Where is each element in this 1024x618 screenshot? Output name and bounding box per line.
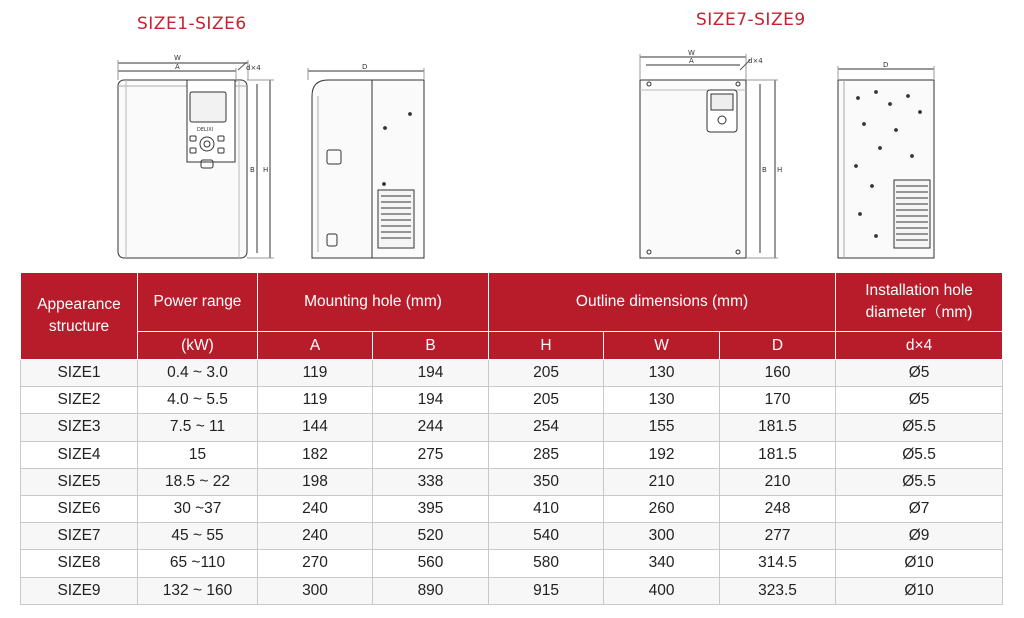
- cell-d: 314.5: [720, 550, 836, 577]
- cell-w: 130: [604, 360, 720, 387]
- dim-a-label: A: [175, 63, 180, 71]
- header-a: A: [258, 332, 373, 360]
- cell-w: 260: [604, 495, 720, 522]
- cell-w: 300: [604, 523, 720, 550]
- cell-power: 0.4 ~ 3.0: [138, 360, 258, 387]
- dim-a-label-large: A: [689, 57, 694, 65]
- cell-h: 350: [489, 468, 604, 495]
- cell-a: 240: [258, 523, 373, 550]
- brand-logo: DELIXI: [197, 127, 214, 133]
- cell-a: 119: [258, 387, 373, 414]
- cell-power: 15: [138, 441, 258, 468]
- cell-power: 18.5 ~ 22: [138, 468, 258, 495]
- cell-d: 181.5: [720, 414, 836, 441]
- header-row-1: [21, 273, 1003, 332]
- header-row-2: [21, 332, 1003, 360]
- header-appearance: Appearance structure: [21, 273, 138, 360]
- table-row: [21, 441, 1003, 468]
- header-d: D: [720, 332, 836, 360]
- cell-h: 285: [489, 441, 604, 468]
- cell-w: 340: [604, 550, 720, 577]
- cell-h: 205: [489, 387, 604, 414]
- cell-d: 323.5: [720, 577, 836, 604]
- cell-hole: Ø5: [836, 387, 1003, 414]
- cell-size: SIZE6: [21, 495, 138, 522]
- header-power-unit: (kW): [138, 332, 258, 360]
- cell-b: 338: [373, 468, 489, 495]
- cell-hole: Ø5.5: [836, 468, 1003, 495]
- cell-power: 65 ~110: [138, 550, 258, 577]
- cell-a: 270: [258, 550, 373, 577]
- cell-size: SIZE2: [21, 387, 138, 414]
- dim-b-label-large: B: [762, 166, 767, 174]
- dim-d-label: D: [362, 63, 368, 71]
- cell-a: 182: [258, 441, 373, 468]
- cell-h: 410: [489, 495, 604, 522]
- cell-power: 132 ~ 160: [138, 577, 258, 604]
- cell-b: 890: [373, 577, 489, 604]
- cell-power: 7.5 ~ 11: [138, 414, 258, 441]
- cell-h: 254: [489, 414, 604, 441]
- cell-b: 395: [373, 495, 489, 522]
- cell-h: 915: [489, 577, 604, 604]
- header-w: W: [604, 332, 720, 360]
- cell-power: 45 ~ 55: [138, 523, 258, 550]
- cell-hole: Ø9: [836, 523, 1003, 550]
- table-row: [21, 577, 1003, 604]
- cell-d: 160: [720, 360, 836, 387]
- cell-power: 30 ~37: [138, 495, 258, 522]
- cell-size: SIZE8: [21, 550, 138, 577]
- cell-size: SIZE3: [21, 414, 138, 441]
- cell-d: 170: [720, 387, 836, 414]
- table-row: [21, 495, 1003, 522]
- header-installation-hole: Installation hole diameter（mm): [836, 273, 1003, 332]
- dim-d-label-large: D: [883, 61, 889, 69]
- cell-w: 400: [604, 577, 720, 604]
- table-row: [21, 523, 1003, 550]
- dim-w-label: W: [174, 54, 181, 62]
- dim-d4-label-large: d×4: [748, 57, 763, 65]
- cell-d: 277: [720, 523, 836, 550]
- cell-w: 130: [604, 387, 720, 414]
- cell-hole: Ø10: [836, 550, 1003, 577]
- cell-h: 540: [489, 523, 604, 550]
- table-row: [21, 387, 1003, 414]
- cell-b: 194: [373, 360, 489, 387]
- cell-b: 194: [373, 387, 489, 414]
- cell-size: SIZE5: [21, 468, 138, 495]
- dim-b-label: B: [250, 166, 255, 174]
- cell-hole: Ø5.5: [836, 441, 1003, 468]
- table-row: [21, 468, 1003, 495]
- cell-size: SIZE7: [21, 523, 138, 550]
- header-power-range: Power range: [138, 273, 258, 332]
- header-hole-d4: d×4: [836, 332, 1003, 360]
- size1-6-front-view: [118, 60, 274, 258]
- dim-d4-label: d×4: [246, 64, 261, 72]
- cell-a: 144: [258, 414, 373, 441]
- header-mounting-hole: Mounting hole (mm): [258, 273, 489, 332]
- cell-power: 4.0 ~ 5.5: [138, 387, 258, 414]
- cell-d: 210: [720, 468, 836, 495]
- cell-d: 248: [720, 495, 836, 522]
- table-row: [21, 414, 1003, 441]
- cell-hole: Ø10: [836, 577, 1003, 604]
- table-row: [21, 550, 1003, 577]
- dim-h-label-large: H: [777, 166, 783, 174]
- cell-hole: Ø5: [836, 360, 1003, 387]
- size1-size6-title: SIZE1-SIZE6: [137, 14, 247, 34]
- header-b: B: [373, 332, 489, 360]
- cell-h: 580: [489, 550, 604, 577]
- cell-size: SIZE1: [21, 360, 138, 387]
- cell-d: 181.5: [720, 441, 836, 468]
- size1-6-side-view: [308, 68, 424, 258]
- cell-h: 205: [489, 360, 604, 387]
- cell-b: 244: [373, 414, 489, 441]
- cell-w: 210: [604, 468, 720, 495]
- header-outline-dimensions: Outline dimensions (mm): [489, 273, 836, 332]
- cell-b: 520: [373, 523, 489, 550]
- cell-hole: Ø5.5: [836, 414, 1003, 441]
- cell-a: 300: [258, 577, 373, 604]
- cell-b: 275: [373, 441, 489, 468]
- cell-a: 240: [258, 495, 373, 522]
- size7-size9-title: SIZE7-SIZE9: [696, 10, 806, 30]
- dim-h-label: H: [263, 166, 269, 174]
- cell-hole: Ø7: [836, 495, 1003, 522]
- size7-9-side-view: [838, 66, 934, 258]
- table-row: [21, 360, 1003, 387]
- cell-w: 192: [604, 441, 720, 468]
- dim-w-label-large: W: [688, 49, 695, 57]
- cell-b: 560: [373, 550, 489, 577]
- cell-size: SIZE9: [21, 577, 138, 604]
- cell-a: 198: [258, 468, 373, 495]
- size7-9-front-view: [640, 54, 778, 258]
- header-h: H: [489, 332, 604, 360]
- cell-a: 119: [258, 360, 373, 387]
- spec-table: [20, 272, 1003, 605]
- outline-drawings: [0, 0, 1024, 270]
- cell-size: SIZE4: [21, 441, 138, 468]
- cell-w: 155: [604, 414, 720, 441]
